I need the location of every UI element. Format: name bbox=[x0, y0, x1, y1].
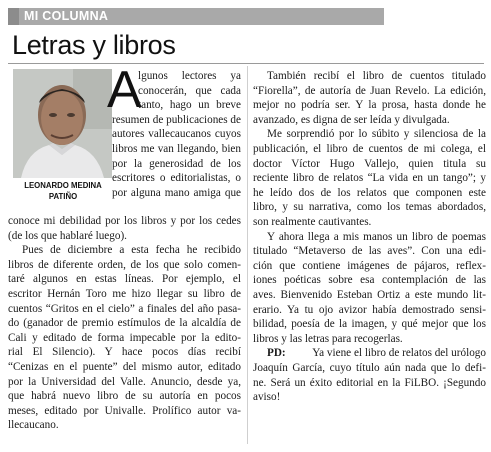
text-line: autores vallecaucanos cuyos bbox=[112, 128, 241, 141]
text-line: libros y las letras para recogerlas. bbox=[253, 332, 403, 345]
text-line: tanto, hago un breve bbox=[138, 99, 241, 112]
section-label: MI COLUMNA bbox=[24, 9, 109, 23]
text-line: llecaucano. bbox=[8, 419, 59, 432]
text-line: escritores o editorialistas, o bbox=[112, 172, 241, 185]
text-line: lgunos lectores ya bbox=[138, 70, 241, 82]
text-line: por la Universidad del Valle. Anuncio, desde ya, bbox=[8, 375, 241, 388]
text-line: libros de diferente orden, de los que solo comen- bbox=[8, 258, 241, 271]
text-line: avanzado, es digna de ser leída y divulgada. bbox=[253, 113, 450, 126]
dropcap: A bbox=[107, 61, 142, 119]
text-line: titulado “Metaverso de las aves”. Con una edi- bbox=[253, 245, 486, 258]
text-line: he leído dos de los relatos que componen este bbox=[253, 186, 486, 199]
text-line: que habrá nuevo libro de su autoría en pocos bbox=[8, 390, 241, 403]
text-line: Cali y editado de forma impecable por la edito- bbox=[8, 331, 241, 344]
text-line: Joaquín García, cuyo título aún nada que lo defi- bbox=[253, 362, 486, 374]
text-line: cuentos “Gritos en el cielo” a finales del año pasa- bbox=[8, 302, 241, 315]
ps-first-line bbox=[267, 346, 486, 361]
author-name-line: PATIÑO bbox=[48, 192, 78, 201]
text-line: “Cenizas en el puente” del mismo autor, editado bbox=[8, 361, 241, 373]
text-line: do (ganador de premio estímulos de la alcaldía de bbox=[8, 317, 241, 330]
text-line: Pues de diciembre a esta fecha he recibido bbox=[22, 244, 241, 257]
text-line: bilidad, poesía de la imagen, y qué mejor que los bbox=[253, 318, 486, 331]
text-line: libro, y su narrativa, como los temas abordados, bbox=[253, 201, 486, 214]
text-line: resumen de publicaciones de bbox=[112, 113, 241, 126]
text-line: libros me van llegando, bien bbox=[112, 142, 241, 155]
text-line: publicación, el libro de cuentos de mi colega, el bbox=[253, 143, 486, 155]
text-line: ción que contiene imágenes de pájaros, reflex- bbox=[253, 259, 486, 272]
text-line: aviso! bbox=[253, 391, 281, 404]
article-title: Letras y libros bbox=[12, 30, 176, 60]
text-line: iones poéticas sobre esa contemplación de las bbox=[253, 274, 486, 287]
author-photo bbox=[13, 69, 112, 178]
text-line: Me sorprendió por lo súbito y silenciosa de la bbox=[267, 128, 486, 141]
text-line: rial El Silencio). Y hace pocos días recibí bbox=[8, 346, 241, 359]
text-line: También recibí el libro de cuentos titulado bbox=[267, 70, 486, 82]
column-header bbox=[8, 8, 384, 25]
text-line: escritor Hernán Toro me hizo llegar su libro de bbox=[8, 288, 241, 300]
text-line: (de los que hablaré luego). bbox=[8, 229, 127, 242]
text-line: ne. Será un éxito editorial en la FiLBO. ¡Segundo bbox=[253, 376, 486, 389]
text-line: reciente libro de relatos “La vida en un tango”; y bbox=[253, 172, 486, 185]
title-rule bbox=[8, 63, 484, 64]
text-line: por alguna mano amiga que bbox=[112, 186, 241, 199]
author-name-line: LEONARDO MEDINA bbox=[24, 181, 102, 190]
author-name bbox=[10, 180, 116, 202]
column-divider bbox=[247, 66, 248, 444]
text-line: taré algunos en estas líneas. Por ejemplo, el bbox=[8, 273, 241, 286]
ps-label: PD: bbox=[267, 347, 286, 360]
text-line: mejor no podría ser. Y la prosa, hasta donde he bbox=[253, 99, 486, 112]
text-line: “Fiorella”, de autoría de Juan Revelo. La edición, bbox=[253, 84, 486, 97]
header-mark bbox=[8, 8, 19, 25]
text-line: doctor Víctor Hugo Vallejo, quien titula su bbox=[253, 157, 486, 170]
text-line: Y ahora llega a mis manos un libro de poemas bbox=[267, 230, 486, 243]
text-line: aves. Bienvenido Esteban Ortiz a este mundo lit- bbox=[253, 289, 486, 301]
text-line: conocerán, que cada bbox=[138, 84, 241, 97]
text-line: meses, editado por Univalle. Prolífico autor va- bbox=[8, 404, 241, 417]
text-line: erario. Ya tu ojo avizor había demostrado sensi- bbox=[253, 303, 486, 316]
text-line: son realmente cautivantes. bbox=[253, 216, 372, 228]
text-line: conoce mi debilidad por los libros y por los cedes bbox=[8, 215, 241, 227]
text-line: por la generosidad de los bbox=[112, 157, 241, 170]
ps-text: Ya viene el libro de relatos del urólogo bbox=[312, 347, 486, 360]
